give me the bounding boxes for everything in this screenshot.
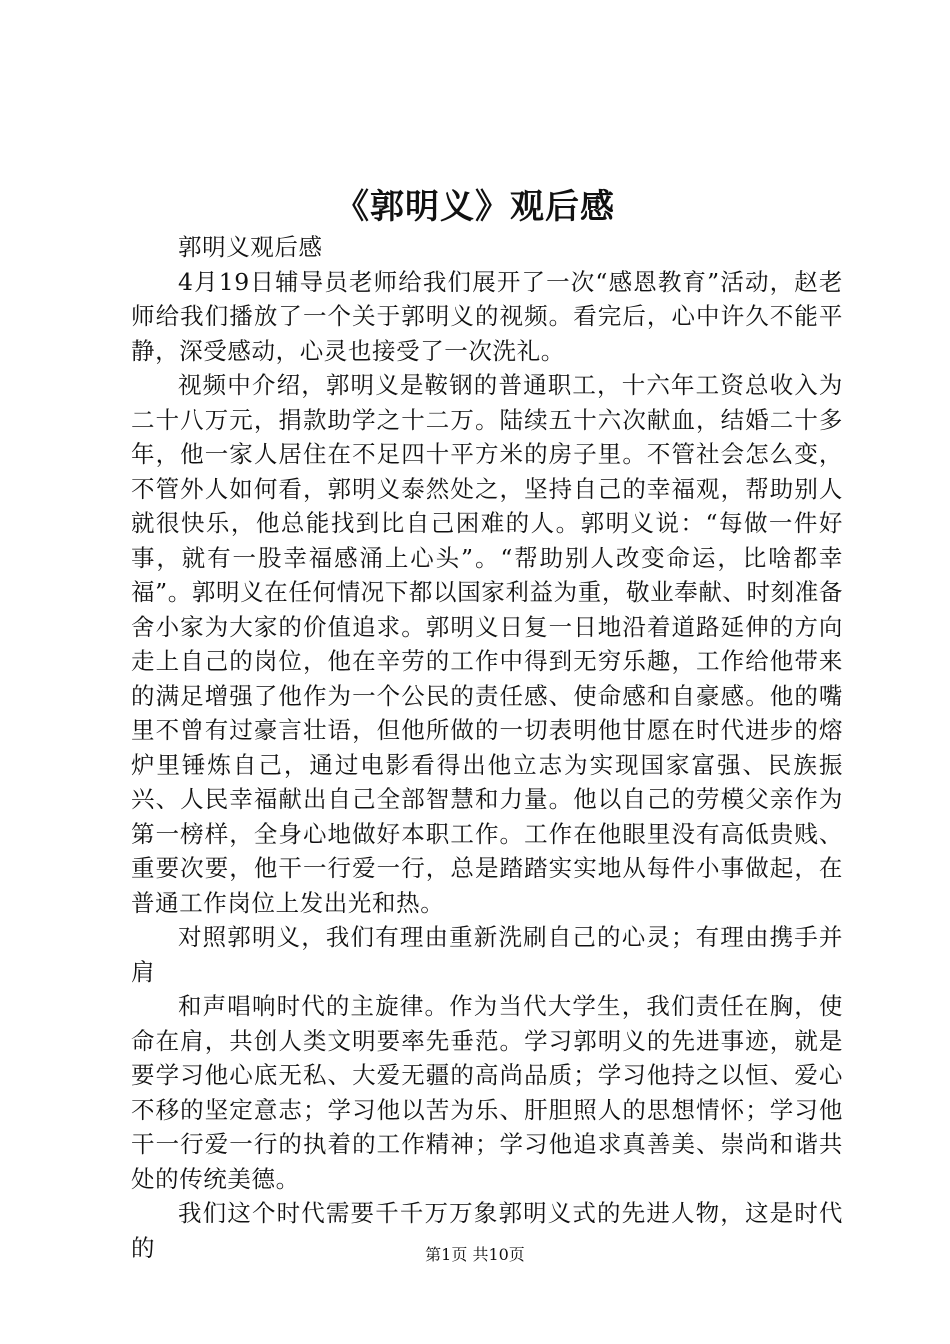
paragraph-1: 4月19日辅导员老师给我们展开了一次“感恩教育”活动，赵老师给我们播放了一个关于郭明义的视频。看完后，心中许久不能平静，深受感动，心灵也接受了一次洗礼。 <box>131 267 843 365</box>
paragraph-3: 对照郭明义，我们有理由重新洗刷自己的心灵；有理由携手并肩 <box>131 923 843 986</box>
paragraph-5: 我们这个时代需要千千万万象郭明义式的先进人物，这是时代的 <box>131 1199 843 1262</box>
page-footer: 第1页 共10页 <box>425 1245 525 1264</box>
paragraph-2: 视频中介绍，郭明义是鞍钢的普通职工，十六年工资总收入为二十八万元，捐款助学之十二万。陆续五十六次献血，结婚二十多年，他一家人居住在不足四十平方米的房子里。不管社会怎么变，不管外人如何看，郭明义泰然处之，坚持自己的幸福观，帮助别人就很快乐，他总能找到比自己困难的人。郭明义说：“每做一件好事，就有一股幸福感涌上心头”。“帮助别人改变命运，比啥都幸福”。郭明义在任何情况下都以国家利益为重，敬业奉献、时刻准备舍小家为大家的价值追求。郭明义日复一日地沿着道路延伸的方向走上自己的岗位，他在辛劳的工作中得到无穷乐趣，工作给他带来的满足增强了他作为一个公民的责任感、使命感和自豪感。他的嘴里不曾有过豪言壮语，但他所做的一切表明他甘愿在时代进步的熔炉里锤炼自己，通过电影看得出他立志为实现国家富强、民族振兴、人民幸福献出自己全部智慧和力量。他以自己的劳模父亲作为第一榜样，全身心地做好本职工作。工作在他眼里没有高低贵贱、重要次要，他干一行爱一行，总是踏踏实实地从每件小事做起，在普通工作岗位上发出光和热。 <box>131 371 843 917</box>
document-body <box>131 230 843 1265</box>
document-title: 《郭明义》观后感 <box>335 187 615 227</box>
paragraph-4: 和声唱响时代的主旋律。作为当代大学生，我们责任在胸，使命在肩，共创人类文明要率先垂范。学习郭明义的先进事迹，就是要学习他心底无私、大爱无疆的高尚品质；学习他持之以恒、爱心不移的坚定意志；学习他以苦为乐、肝胆照人的思想情怀；学习他干一行爱一行的执着的工作精神；学习他追求真善美、崇尚和谐共处的传统美德。 <box>131 992 843 1193</box>
paragraph-heading: 郭明义观后感 <box>178 233 323 261</box>
